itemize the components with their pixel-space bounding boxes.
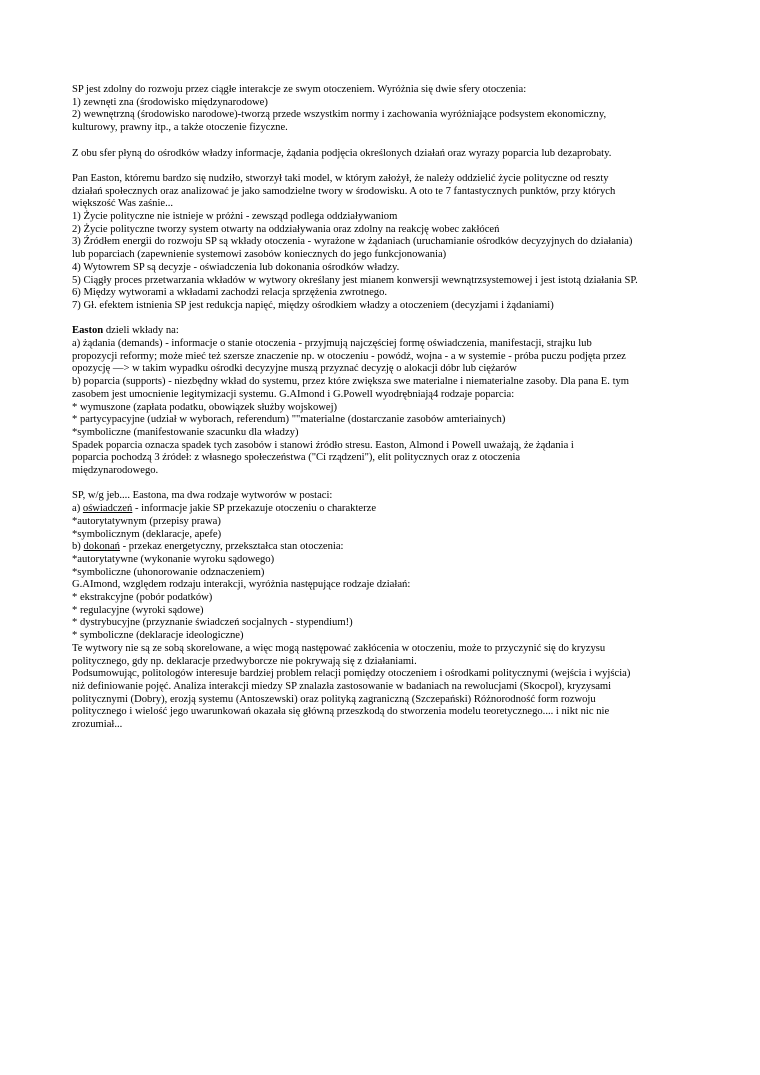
document-page (72, 84, 692, 732)
text-line: 2) wewnętrzną (środowisko narodowe)-tworzą przede wszystkim normy i zachowania wyróżniające podsystem ekonomiczny, (72, 109, 607, 121)
text-line: G.AImond, względem rodzaju interakcji, wyróżnia następujące rodzaje działań: (72, 579, 411, 591)
text-line: politycznego i wielość jego uwarunkowań okazała się główną przeszkodą do stworzenia modelu teoretycznego.... i nikt nic nie (72, 706, 610, 718)
text-line: SP jest zdolny do rozwoju przez ciągłe interakcje ze swym otoczeniem. Wyróżnia się dwie sfery otoczenia: (72, 84, 527, 95)
item-rest: - informacje jakie SP przekazuje otoczeniu o charakterze (132, 503, 377, 515)
text-line: lub poparciach (zapewnienie systemowi zasobów koniecznych do jego funkcjonowania) (72, 249, 447, 261)
underlined-term: dokonań (83, 541, 120, 553)
section-easton-model (72, 173, 692, 313)
heading-bold-word: Easton (72, 325, 104, 337)
section-information-flow (72, 148, 692, 161)
text-line: 3) Źródłem energii do rozwoju SP są wkłady otoczenia - wyrażone w żądaniach (uruchamianie ośrodków decyzyjnych do działania) (72, 236, 633, 248)
text-line: b) poparcia (supports) - niezbędny wkład do systemu, przez które zwiększa swe materialne i niematerialne zasoby. Dla pana E. tym (72, 376, 630, 388)
text-line: zasobem jest umocnienie legitymizacji systemu. G.AImond i G.Powell wyodrębniają4 rodzaje poparcia: (72, 388, 515, 400)
section-environment (72, 84, 692, 135)
item-prefix: b) (72, 541, 84, 553)
text-line: * partycypacyjne (udział w wyborach, referendum) ""materialne (dostarczanie zasobów amteriainych) (72, 414, 506, 426)
text-line: *symboliczne (manifestowanie szacunku dla władzy) (72, 426, 299, 438)
text-line: Te wytwory nie są ze sobą skorelowane, a więc mogą następować zakłócenia w otoczeniu, może to przyczynić się do kryzysu (72, 642, 606, 654)
section-inputs (72, 325, 692, 477)
text-line: *autorytatywne (wykonanie wyroku sądowego) (72, 553, 275, 565)
text-line: 1) zewnęti zna (środowisko międzynarodowe) (72, 96, 268, 108)
text-line: a) żądania (demands) - informacje o stanie otoczenia - przyjmują najczęściej formę oświadczenia, manifestacji, strajku lub (72, 338, 592, 350)
text-line: międzynarodowego. (72, 465, 159, 477)
text-line: Spadek poparcia oznacza spadek tych zasobów i stanowi źródło stresu. Easton, Almond i Powell uważają, że żądania i (72, 439, 574, 451)
text-line: politycznego, gdy np. deklaracje przedwyborcze nie pokrywają się z działaniami. (72, 655, 417, 667)
paragraph-gap (72, 135, 692, 148)
text-line: * wymuszone (zapłata podatku, obowiązek służby wojskowej) (72, 401, 338, 413)
text-line: Pan Easton, któremu bardzo się nudziło, stworzył taki model, w którym założył, że należy oddzielić życie polityczne od reszty (72, 172, 609, 184)
text-line: działań społecznych oraz analizować je jako samodzielne twory w środowisku. A oto te 7 fantastycznych punktów, przy których (72, 185, 616, 197)
list-item-statements (72, 503, 692, 516)
text-line: 6) Między wytworami a wkładami zachodzi relacja sprzężenia zwrotnego. (72, 287, 388, 299)
text-line: niż definiowanie pojęć. Analiza interakcji miedzy SP znalazła zastosowanie w badaniach na rewolucjami (Skocpol), kryzysami (72, 680, 612, 692)
text-line: 5) Ciągły proces przetwarzania wkładów w wytwory określany jest mianem konwersji wewnątrzsystemowej i jest istotą działania SP. (72, 274, 638, 286)
item-rest: - przekaz energetyczny, przekształca stan otoczenia: (119, 541, 344, 553)
text-line: SP, w/g jeb.... Eastona, ma dwa rodzaje wytworów w postaci: (72, 490, 333, 502)
text-line: *symboliczne (uhonorowanie odznaczeniem) (72, 566, 265, 578)
text-line: *symbolicznym (deklaracje, apefe) (72, 528, 222, 540)
text-line: Podsumowując, politologów interesuje bardziej problem relacji pomiędzy otoczeniem i ośrodkami politycznymi (wejścia i wyjścia) (72, 668, 631, 680)
list-item-actions (72, 541, 692, 554)
text-line: poparcia pochodzą 3 źródeł: z własnego społeczeństwa ("Ci rządzeni"), elit politycznych oraz z otoczenia (72, 452, 521, 464)
text-line: kulturowy, prawny itp., a także otoczenie fizyczne. (72, 122, 288, 134)
text-line: * regulacyjne (wyroki sądowe) (72, 604, 204, 616)
text-line: * ekstrakcyjne (pobór podatków) (72, 592, 213, 604)
item-prefix: a) (72, 503, 83, 515)
text-line: opozycję —> w takim wypadku ośrodki decyzyjne muszą przyznać decyzję o alokacji dóbr lub ciężarów (72, 363, 517, 375)
text-line: propozycji reformy; może mieć też szersze znaczenie np. w otoczeniu - powódź, wojna - a w systemie - próba puczu podjęta przez (72, 350, 626, 362)
text-line: zrozumiał... (72, 719, 123, 731)
text-line: politycznymi (Dobry), erozją systemu (Antoszewski) oraz polityką zagraniczną (Szczepański) Różnorodność form rozwoju (72, 693, 596, 705)
text-line: 7) Gł. efektem istnienia SP jest redukcja napięć, między ośrodkiem władzy a otoczeniem (decyzjami i żądaniami) (72, 299, 554, 311)
underlined-term: oświadczeń (82, 503, 133, 515)
text-line: większość Was zaśnie... (72, 198, 174, 210)
section-heading (72, 325, 692, 338)
text-line: * symboliczne (deklaracje ideologiczne) (72, 630, 244, 642)
paragraph-gap (72, 313, 692, 326)
paragraph-gap (72, 160, 692, 173)
heading-rest: dzieli wkłady na: (103, 325, 179, 337)
text-line: 4) Wytowrem SP są decyzje - oświadczenia lub dokonania ośrodków władzy. (72, 261, 400, 273)
text-line: * dystrybucyjne (przyznanie świadczeń socjalnych - stypendium!) (72, 617, 353, 629)
text-line: 1) Życie polityczne nie istnieje w próżni - zewsząd podlega oddziaływaniom (72, 211, 398, 222)
text-line: Z obu sfer płyną do ośrodków władzy informacje, żądania podjęcia określonych działań oraz wyrazy poparcia lub dezaprobaty. (72, 147, 612, 159)
text-line: 2) Życie polityczne tworzy system otwarty na oddziaływania oraz zdolny na reakcję wobec zakłóceń (72, 223, 500, 235)
text-line: *autorytatywnym (przepisy prawa) (72, 515, 221, 527)
paragraph-gap (72, 478, 692, 491)
section-outputs (72, 490, 692, 731)
